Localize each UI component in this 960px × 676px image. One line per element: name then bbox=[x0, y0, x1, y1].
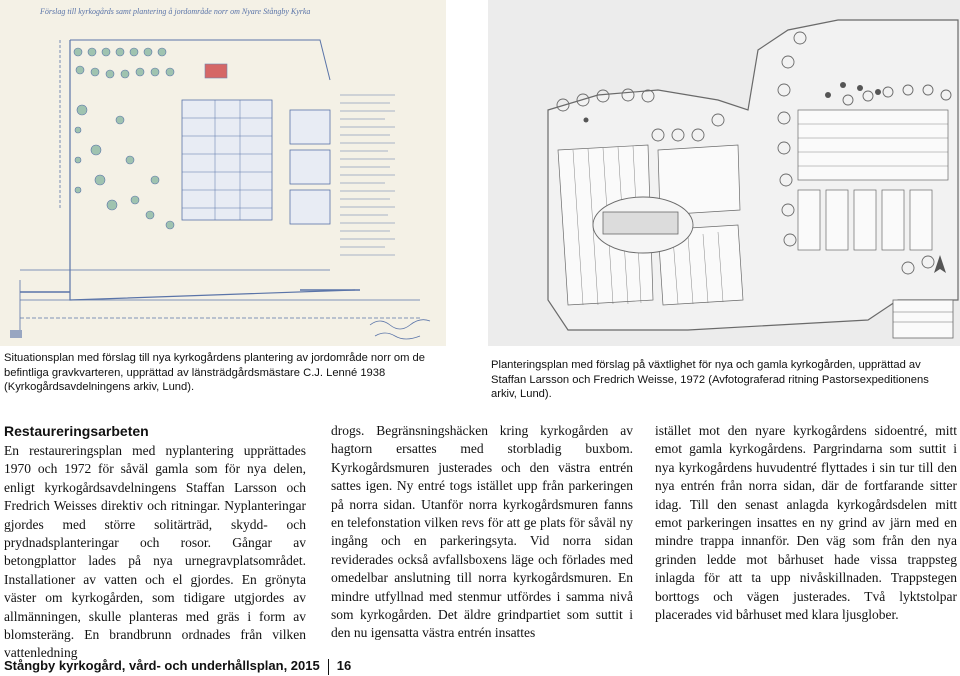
footer-title: Stångby kyrkogård, vård- och underhållsplan, 2015 bbox=[4, 658, 320, 673]
page-footer bbox=[4, 658, 351, 675]
situation-plan-image bbox=[0, 0, 446, 346]
footer-divider bbox=[328, 659, 329, 675]
situation-plan-drawing bbox=[0, 0, 446, 346]
plan-title-text: Förslag till kyrkogårds samt plantering å jordområde norr om Nyare Stångby Kyrka bbox=[40, 7, 311, 16]
text-column-2: drogs. Begränsningshäcken kring kyrkogården av hagtorn ersattes med storbladig buxbom. Kyrkogårdsmuren justerades och den västra entrén sattes igen. Ny entré togs istället upp från parkeringen på norra sidan. Utanför norra kyrkogårdsmuren fanns en telefonstation vilken revs för att ge plats för såväl ny ingång och en parkeringsyta. Vid norra sidan reviderades också avfallsboxens läge och förlades med omedelbar anslutning till norra kyrkogårdsmuren. En mindre utfyllnad med stenmur utfördes i samma nivå som kyrkogården. Det äldre grindpartiet som suttit i den nu igensatta västra entrén insattes bbox=[331, 423, 633, 641]
section-heading: Restaureringsarbeten bbox=[4, 423, 149, 439]
page-number: 16 bbox=[336, 658, 352, 673]
column-1-text: En restaureringsplan med nyplantering upprättades 1970 och 1972 för såväl gamla som för nya delen, enligt kyrkogårdsavdelningens Staffan Larsson och Fredrich Weisses direktiv och ritningar. Nyplanteringar gjordes med större solitärträd, skydd- och prydnadsplanteringar och rosor. Gångar av betongplattor lades på nya urnegravplatsområdet. Installationer av vatten och el gjordes. En grönyta väster om kyrkogården, som tidigare utgjordes av allmänningen, skulle planteras med gräs i form av blomsteräng. En brandbrunn ordnades från vilken vattenledning bbox=[4, 443, 306, 661]
text-column-3: istället mot den nyare kyrkogårdens sidoentré, mitt emot gamla kyrkogårdens. Pargrindarna som suttit i nya kyrkogårdens huvudentré flyttades i sin tur till den nya entrén från norra sidan, där de fortfarande sitter idag. Till den senast anlagda kyrkogårdsdelen mitt emot parkeringen insattes en ny grind av järn med en mindre trappa innanför. Den väg som från den nya grinden ledde mot bårhuset hade vissa trappsteg inlagda för att ta upp nivåskillnaden. Trappstegen borttogs och vägen justerades. Två lyktstolpar placerades vid bårhuset med klara ljusglober. bbox=[655, 423, 957, 623]
text-column-1 bbox=[4, 422, 306, 663]
figure2-caption: Planteringsplan med förslag på växtlighet för nya och gamla kyrkogården, upprättad av Staffan Larsson och Fredrich Weisse, 1972 (Avfotograferad ritning Pastorsexpeditionens arkiv, Lund). bbox=[491, 359, 929, 400]
planting-plan-drawing bbox=[488, 0, 960, 346]
planting-plan-image bbox=[488, 0, 960, 346]
figure1-caption: Situationsplan med förslag till nya kyrkogårdens plantering av jordområde norr om de befintliga gravkvarteren, upprättad av länsträdgårdsmästare C.J. Lenné 1938 (Kyrkogårdsavdelningens arkiv, Lund). bbox=[4, 352, 425, 393]
